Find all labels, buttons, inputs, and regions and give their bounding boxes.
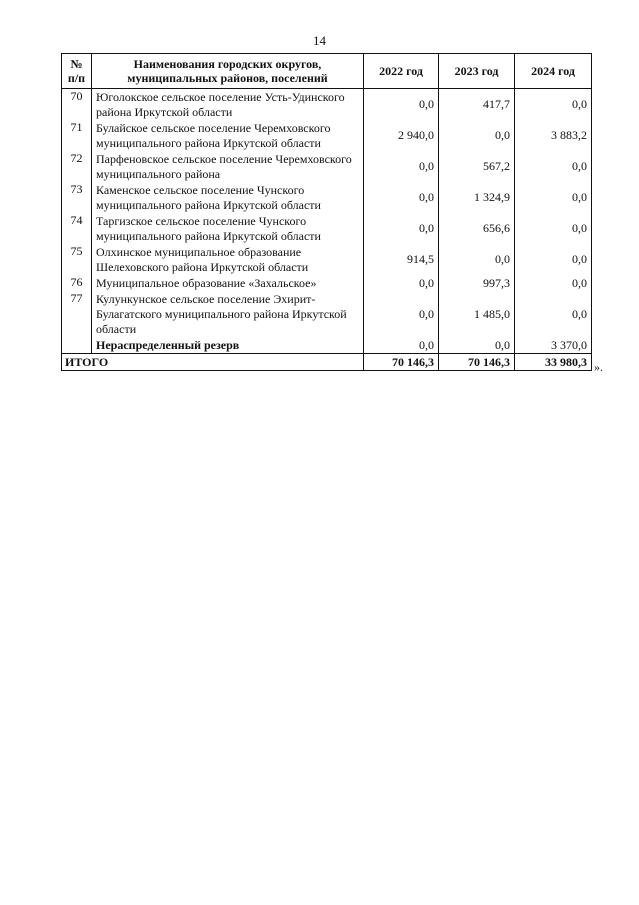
row-2024: 3 883,2 [515,120,592,151]
row-num: 77 [62,291,92,337]
header-2022: 2022 год [364,54,439,89]
row-name: Таргизское сельское поселение Чунского муниципального района Иркутской области [92,213,364,244]
row-2022: 914,5 [364,244,439,275]
table-row [62,275,592,291]
row-num: 70 [62,89,92,121]
row-2022: 0,0 [364,89,439,121]
row-num: 72 [62,151,92,182]
header-name: Наименования городских округов, муниципальных районов, поселений [92,54,364,89]
row-2023: 0,0 [439,120,515,151]
row-2022: 2 940,0 [364,120,439,151]
total-label: ИТОГО [62,354,364,371]
row-num: 74 [62,213,92,244]
row-name: Кулункунское сельское поселение Эхирит-Булагатского муниципального района Иркутской области [92,291,364,337]
row-2022: 0,0 [364,275,439,291]
row-name: Булайское сельское поселение Черемховского муниципального района Иркутской области [92,120,364,151]
reserve-num [62,337,92,354]
table-row [62,182,592,213]
total-row [62,354,592,371]
header-2023: 2023 год [439,54,515,89]
reserve-2023: 0,0 [439,337,515,354]
row-2024: 0,0 [515,182,592,213]
table-row [62,89,592,121]
row-num: 71 [62,120,92,151]
page-number: 14 [313,33,326,48]
table-row [62,244,592,275]
row-2022: 0,0 [364,291,439,337]
row-2023: 0,0 [439,244,515,275]
reserve-row [62,337,592,354]
row-2024: 0,0 [515,244,592,275]
total-2024: 33 980,3 [515,354,592,371]
table-row [62,120,592,151]
row-2022: 0,0 [364,213,439,244]
row-2024: 0,0 [515,89,592,121]
reserve-2022: 0,0 [364,337,439,354]
header-2024: 2024 год [515,54,592,89]
table-row [62,291,592,337]
row-2023: 997,3 [439,275,515,291]
row-name: Каменское сельское поселение Чунского муниципального района Иркутской области [92,182,364,213]
row-name: Муниципальное образование «Захальское» [92,275,364,291]
total-2022: 70 146,3 [364,354,439,371]
reserve-name: Нераспределенный резерв [92,337,364,354]
total-2023: 70 146,3 [439,354,515,371]
row-2022: 0,0 [364,182,439,213]
table-row [62,213,592,244]
row-name: Юголокское сельское поселение Усть-Удинского района Иркутской области [92,89,364,121]
row-name: Олхинское муниципальное образование Шелеховского района Иркутской области [92,244,364,275]
row-2024: 0,0 [515,291,592,337]
row-2023: 656,6 [439,213,515,244]
table-header-row [62,54,592,89]
closing-quote-mark: ». [594,360,603,374]
reserve-2024: 3 370,0 [515,337,592,354]
row-2024: 0,0 [515,151,592,182]
row-num: 73 [62,182,92,213]
row-2024: 0,0 [515,213,592,244]
row-2024: 0,0 [515,275,592,291]
budget-table [61,53,592,371]
row-2023: 1 485,0 [439,291,515,337]
row-2022: 0,0 [364,151,439,182]
row-2023: 417,7 [439,89,515,121]
row-num: 75 [62,244,92,275]
table-row [62,151,592,182]
row-2023: 1 324,9 [439,182,515,213]
row-name: Парфеновское сельское поселение Черемховского муниципального района [92,151,364,182]
header-num: № п/п [62,54,92,89]
row-2023: 567,2 [439,151,515,182]
row-num: 76 [62,275,92,291]
